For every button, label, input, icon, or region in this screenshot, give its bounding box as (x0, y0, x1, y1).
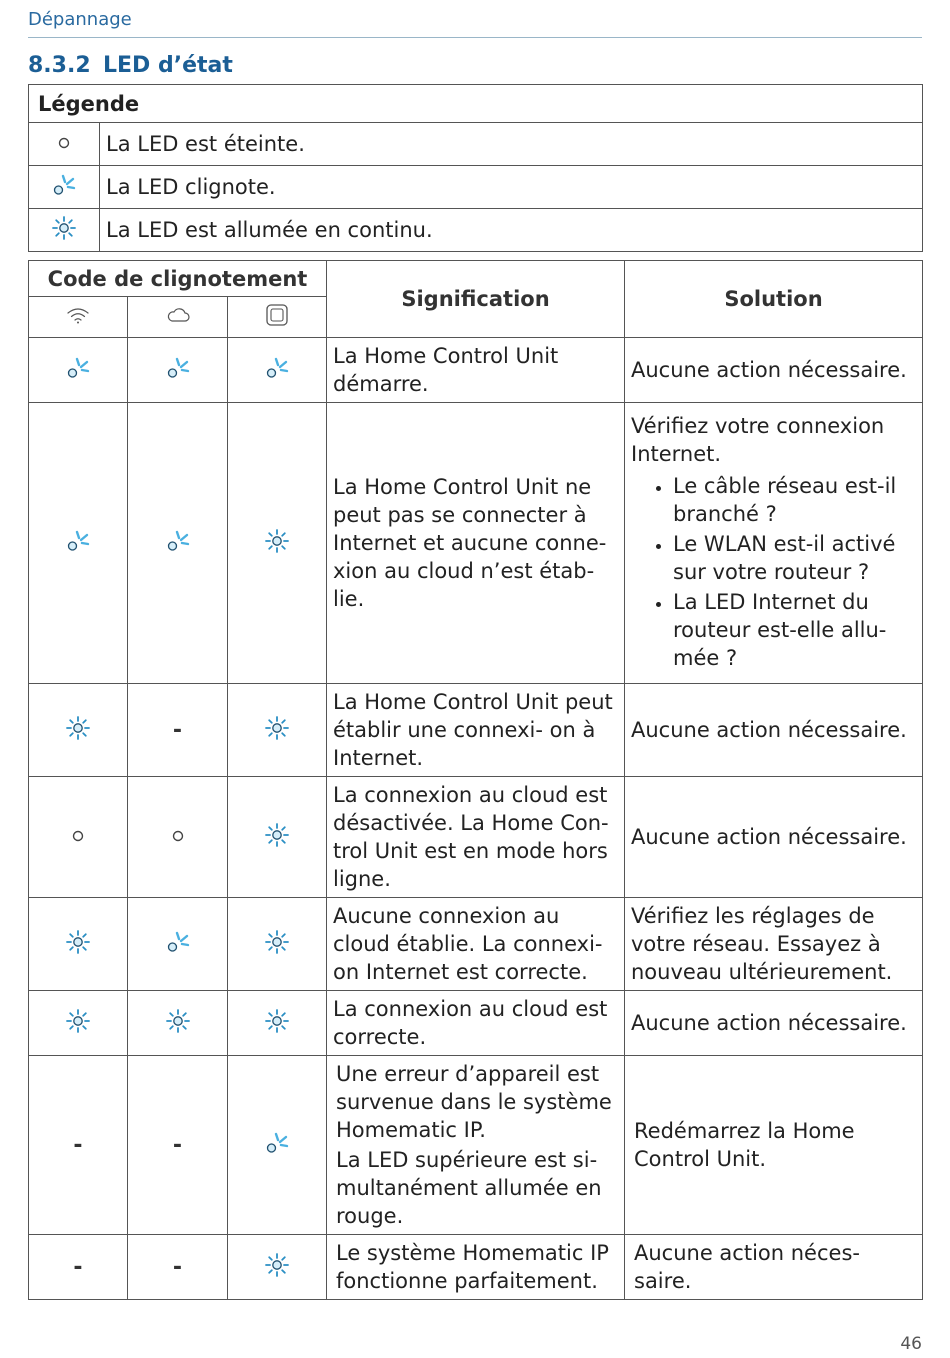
legend-row (29, 209, 923, 252)
header-section-title: Dépannage (28, 9, 132, 30)
legend-row (29, 123, 923, 166)
led-blink-icon (165, 355, 191, 385)
led-blink-icon (51, 172, 77, 202)
device-icon (265, 303, 289, 332)
led-cell (29, 338, 128, 403)
led-on-icon (165, 1008, 191, 1038)
led-on-icon (65, 715, 91, 745)
meaning-cell: La Home Control Unit démarre. (327, 338, 625, 403)
section-number: 8.3.2 (28, 53, 91, 78)
legend-icon-cell (29, 123, 100, 166)
led-none-dash: - (172, 717, 183, 743)
meaning-cell (327, 1056, 625, 1235)
legend-row (29, 166, 923, 209)
led-on-icon (264, 1008, 290, 1038)
cloud-icon (165, 305, 191, 330)
led-cell (228, 403, 327, 684)
led-on-icon (51, 215, 77, 245)
solution-cell: Aucune action nécessaire. (625, 991, 923, 1056)
led-on-icon (65, 929, 91, 959)
meaning-text: Une erreur d’appareil est survenue dans le système Homematic IP. (336, 1062, 612, 1142)
led-on-icon (264, 715, 290, 745)
header-cloud (128, 297, 228, 338)
list-item: • La LED Internet du routeur est-elle allu- mée ? (673, 588, 916, 672)
legend-text: La LED clignote. (100, 166, 923, 209)
led-cell (228, 777, 327, 898)
legend-text: La LED est allumée en continu. (100, 209, 923, 252)
header-solution: Solution (625, 261, 923, 338)
led-cell (228, 991, 327, 1056)
led-on-icon (264, 1252, 290, 1282)
page-number: 46 (900, 1334, 922, 1354)
table-row (29, 684, 923, 777)
table-row (29, 338, 923, 403)
led-cell (128, 991, 228, 1056)
led-cell (228, 684, 327, 777)
led-blink-icon (165, 528, 191, 558)
led-cell (128, 403, 228, 684)
led-none-dash: - (73, 1254, 83, 1280)
led-cell (128, 777, 228, 898)
section-title-text: LED d’état (103, 53, 233, 78)
header-device (228, 297, 327, 338)
table-row (29, 1056, 923, 1235)
meaning-extra: La LED supérieure est si- multanément allumée en rouge. (336, 1148, 602, 1228)
meaning-cell: La Home Control Unit peut établir une connexi- on à Internet. (327, 684, 625, 777)
table-row (29, 403, 923, 684)
led-blink-icon (165, 929, 191, 959)
section-heading (28, 53, 233, 78)
legend-icon-cell (29, 209, 100, 252)
meaning-cell: La Home Control Unit ne peut pas se connecter à Internet et aucune conne- xion au cloud n’est étab- lie. (327, 403, 625, 684)
led-cell (29, 1235, 128, 1300)
led-cell (29, 1056, 128, 1235)
led-on-icon (264, 528, 290, 558)
list-item: • Le WLAN est-il activé sur votre routeur ? (673, 530, 916, 586)
led-cell (228, 1235, 327, 1300)
solution-list (631, 472, 916, 672)
solution-intro: Vérifiez votre connexion Internet. (631, 414, 885, 466)
header-wifi (29, 297, 128, 338)
wifi-icon (65, 305, 91, 330)
solution-cell: Aucune action nécessaire. (625, 338, 923, 403)
solution-cell: Vérifiez les réglages de votre réseau. Essayez à nouveau ultérieurement. (625, 898, 923, 991)
table-row (29, 777, 923, 898)
solution-cell (625, 403, 923, 684)
solution-cell: Aucune action nécessaire. (625, 777, 923, 898)
led-on-icon (65, 1008, 91, 1038)
legend-text: La LED est éteinte. (100, 123, 923, 166)
led-on-icon (264, 929, 290, 959)
header-blink-code: Code de clignotement (29, 261, 327, 297)
led-blink-icon (264, 355, 290, 385)
led-cell (228, 338, 327, 403)
table-row (29, 898, 923, 991)
led-cell (128, 684, 228, 777)
led-blink-icon (264, 1130, 290, 1160)
led-cell (128, 1235, 228, 1300)
led-status-table (28, 260, 923, 1300)
legend-icon-cell (29, 166, 100, 209)
led-blink-icon (65, 355, 91, 385)
meaning-cell: La connexion au cloud est désactivée. La Home Con- trol Unit est en mode hors ligne. (327, 777, 625, 898)
led-none-dash: - (172, 1254, 183, 1280)
meaning-cell: Le système Homematic IP fonctionne parfaitement. (327, 1235, 625, 1300)
list-item: • Le câble réseau est-il branché ? (673, 472, 916, 528)
led-none-dash: - (172, 1132, 183, 1158)
led-cell (29, 403, 128, 684)
led-off-icon (57, 135, 71, 154)
led-cell (29, 991, 128, 1056)
led-on-icon (264, 822, 290, 852)
led-blink-icon (65, 528, 91, 558)
legend-table (28, 84, 923, 252)
led-none-dash: - (73, 1132, 83, 1158)
led-cell (128, 338, 228, 403)
solution-cell: Aucune action nécessaire. (625, 684, 923, 777)
led-cell (228, 898, 327, 991)
led-cell (29, 684, 128, 777)
solution-cell: Aucune action néces- saire. (625, 1235, 923, 1300)
table-row (29, 1235, 923, 1300)
led-cell (128, 898, 228, 991)
header-meaning: Signification (327, 261, 625, 338)
led-cell (228, 1056, 327, 1235)
table-row (29, 991, 923, 1056)
meaning-cell: La connexion au cloud est correcte. (327, 991, 625, 1056)
led-cell (128, 1056, 228, 1235)
led-off-icon (171, 828, 185, 847)
led-off-icon (71, 828, 85, 847)
legend-heading: Légende (29, 85, 923, 123)
led-cell (29, 898, 128, 991)
header-divider (28, 37, 922, 38)
solution-cell: Redémarrez la Home Control Unit. (625, 1056, 923, 1235)
meaning-cell: Aucune connexion au cloud établie. La connexi- on Internet est correcte. (327, 898, 625, 991)
led-cell (29, 777, 128, 898)
